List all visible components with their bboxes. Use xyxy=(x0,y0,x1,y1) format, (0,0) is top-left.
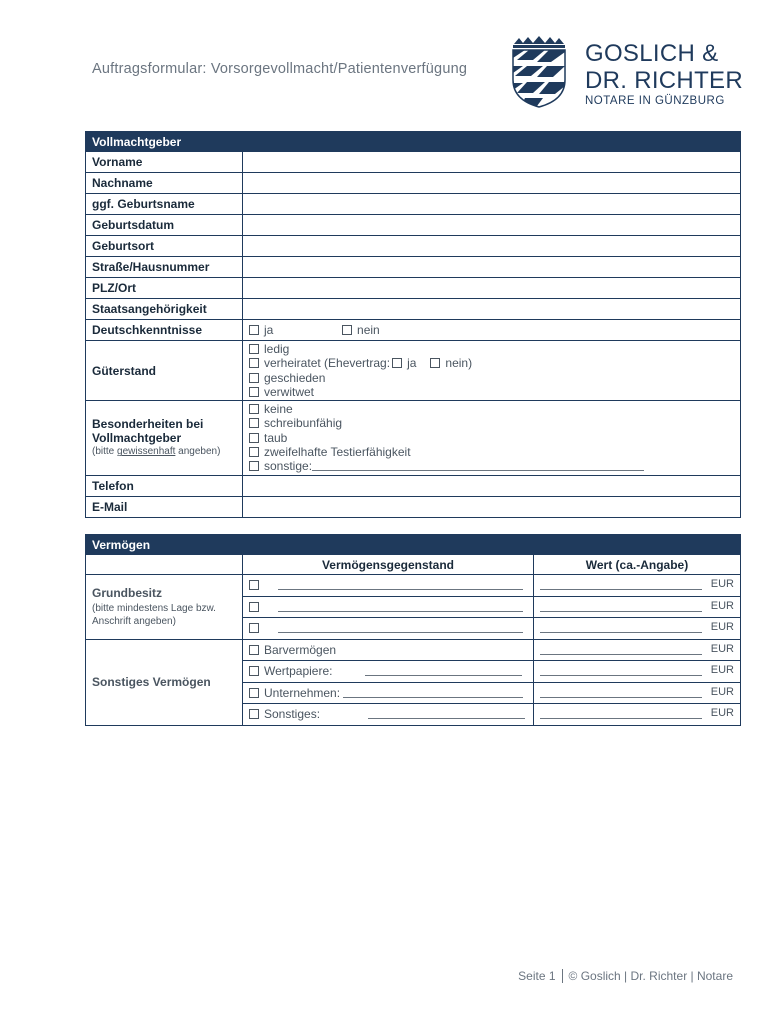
checkbox-icon xyxy=(249,623,259,633)
sonstige-input-line[interactable] xyxy=(312,460,644,471)
gueterstand-verheiratet-checkbox[interactable]: verheiratet (Ehevertrag: ja nein) xyxy=(249,356,734,370)
checkbox-icon xyxy=(249,461,259,471)
checkbox-icon xyxy=(249,602,259,612)
grundbesitz-row-1[interactable] xyxy=(243,575,534,597)
grundbesitz-wert-3[interactable]: EUR xyxy=(534,618,741,640)
barvermoegen-wert[interactable]: EUR xyxy=(534,639,741,661)
barvermoegen-checkbox[interactable]: Barvermögen xyxy=(243,639,534,661)
footer-credit: © Goslich | Dr. Richter | Notare xyxy=(568,969,733,983)
logo-line-2: DR. RICHTER xyxy=(585,67,743,94)
plz-ort-field[interactable] xyxy=(243,278,741,299)
ehevertrag-nein-checkbox[interactable] xyxy=(430,358,440,368)
checkbox-icon xyxy=(249,688,259,698)
gueterstand-verwitwet-checkbox[interactable]: verwitwet xyxy=(249,385,734,399)
checkbox-icon xyxy=(249,666,259,676)
checkbox-icon xyxy=(249,645,259,655)
besonder-keine-checkbox[interactable]: keine xyxy=(249,402,734,416)
field-label: PLZ/Ort xyxy=(86,278,243,299)
checkbox-icon xyxy=(249,344,259,354)
checkbox-icon xyxy=(249,387,259,397)
unternehmen-wert[interactable]: EUR xyxy=(534,682,741,704)
nachname-field[interactable] xyxy=(243,173,741,194)
field-label: Staatsangehörigkeit xyxy=(86,299,243,320)
email-field[interactable] xyxy=(243,496,741,517)
checkbox-icon xyxy=(249,418,259,428)
field-label: Telefon xyxy=(86,475,243,496)
field-label: Straße/Hausnummer xyxy=(86,257,243,278)
empty-header-cell xyxy=(86,555,243,575)
field-label: Geburtsdatum xyxy=(86,215,243,236)
besonder-testierfaehigkeit-checkbox[interactable]: zweifelhafte Testierfähigkeit xyxy=(249,445,734,459)
gueterstand-geschieden-checkbox[interactable]: geschieden xyxy=(249,371,734,385)
besonder-schreibunfaehig-checkbox[interactable]: schreibunfähig xyxy=(249,416,734,430)
checkbox-icon xyxy=(249,358,259,368)
checkbox-icon xyxy=(249,373,259,383)
checkbox-icon xyxy=(249,404,259,414)
checkbox-icon xyxy=(249,325,259,335)
field-label: Nachname xyxy=(86,173,243,194)
column-header-gegenstand: Vermögensgegenstand xyxy=(243,555,534,575)
footer-divider xyxy=(562,969,563,983)
logo-subtitle: NOTARE IN GÜNZBURG xyxy=(585,95,725,107)
deutsch-ja-checkbox[interactable]: ja xyxy=(249,323,273,337)
logo-wordmark xyxy=(585,40,743,94)
sonstiges-vermoegen-label: Sonstiges Vermögen xyxy=(86,639,243,725)
page-number: Seite 1 xyxy=(518,969,556,983)
checkbox-icon xyxy=(249,433,259,443)
grundbesitz-wert-1[interactable]: EUR xyxy=(534,575,741,597)
besonder-sonstige-checkbox[interactable]: sonstige: xyxy=(249,459,734,473)
section-heading-vermoegen: Vermögen xyxy=(86,535,741,555)
besonderheiten-label: Besonderheiten bei Vollmachtgeber (bitte gewissenhaft angeben) xyxy=(86,401,243,475)
vermoegen-table xyxy=(85,534,741,726)
checkbox-icon xyxy=(342,325,352,335)
wertpapiere-wert[interactable]: EUR xyxy=(534,661,741,683)
grundbesitz-row-3[interactable] xyxy=(243,618,534,640)
deutsch-nein-checkbox[interactable]: nein xyxy=(342,323,380,337)
page-footer xyxy=(0,969,733,983)
ehevertrag-ja-checkbox[interactable] xyxy=(392,358,402,368)
field-label: Vorname xyxy=(86,152,243,173)
field-label: E-Mail xyxy=(86,496,243,517)
sonstiges-wert[interactable]: EUR xyxy=(534,704,741,726)
geburtsdatum-field[interactable] xyxy=(243,215,741,236)
strasse-field[interactable] xyxy=(243,257,741,278)
wertpapiere-checkbox[interactable]: Wertpapiere: xyxy=(243,661,534,683)
telefon-field[interactable] xyxy=(243,475,741,496)
vorname-field[interactable] xyxy=(243,152,741,173)
column-header-wert: Wert (ca.-Angabe) xyxy=(534,555,741,575)
besonderheiten-hint: (bitte gewissenhaft angeben) xyxy=(92,446,221,458)
grundbesitz-label: Grundbesitz (bitte mindestens Lage bzw. Anschrift angeben) xyxy=(86,575,243,640)
besonder-taub-checkbox[interactable]: taub xyxy=(249,431,734,445)
checkbox-icon xyxy=(249,709,259,719)
geburtsname-field[interactable] xyxy=(243,194,741,215)
section-heading-vollmachtgeber: Vollmachtgeber xyxy=(86,132,741,152)
logo-line-1: GOSLICH & xyxy=(585,40,719,67)
gueterstand-ledig-checkbox[interactable]: ledig xyxy=(249,342,734,356)
unternehmen-checkbox[interactable]: Unternehmen: xyxy=(243,682,534,704)
grundbesitz-wert-2[interactable]: EUR xyxy=(534,596,741,618)
checkbox-icon xyxy=(249,580,259,590)
field-label: Geburtsort xyxy=(86,236,243,257)
document-title: Auftragsformular: Vorsorgevollmacht/Patientenverfügung xyxy=(92,61,468,77)
field-label: Güterstand xyxy=(86,341,243,401)
vollmachtgeber-table xyxy=(85,131,741,518)
field-label: ggf. Geburtsname xyxy=(86,194,243,215)
sonstiges-checkbox[interactable]: Sonstiges: xyxy=(243,704,534,726)
checkbox-icon xyxy=(249,447,259,457)
geburtsort-field[interactable] xyxy=(243,236,741,257)
grundbesitz-row-2[interactable] xyxy=(243,596,534,618)
staatsangehoerigkeit-field[interactable] xyxy=(243,299,741,320)
bavarian-crest-logo xyxy=(511,36,567,108)
field-label: Deutschkenntnisse xyxy=(86,320,243,341)
